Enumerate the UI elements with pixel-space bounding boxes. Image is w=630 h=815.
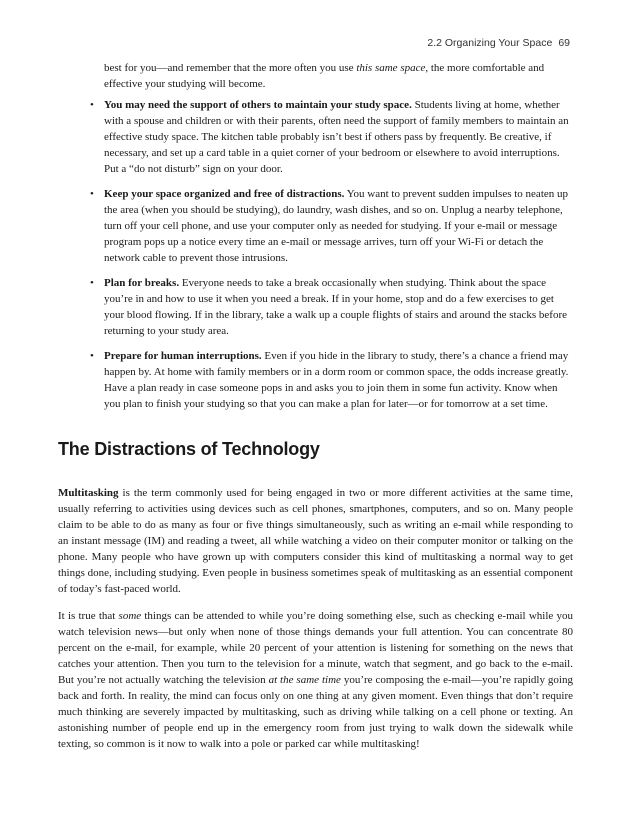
bullet-lead: Prepare for human interruptions. [104, 350, 262, 362]
bullet-item [88, 97, 574, 177]
continued-text-1: best for you—and remember that the more often you use [104, 62, 357, 74]
page-number: 69 [558, 37, 570, 49]
bullet-item [88, 348, 574, 412]
bullet-icon: • [90, 188, 94, 200]
emphasis-text: at the same time [268, 674, 341, 686]
paragraph-multitasking [58, 485, 573, 597]
bullet-text: Everyone needs to take a break occasionally when studying. Think about the space you’re in and how to use it when you need a break. If in your home, stop and do a few exercises to get your blood flowing. If in the library, take a walk up a couple flights of stairs and around the stacks before returning to your study area. [104, 277, 567, 337]
bullet-item [88, 186, 574, 266]
bullet-icon: • [90, 350, 94, 362]
paragraph-text: It is true that [58, 610, 119, 622]
paragraph-attention [58, 608, 573, 752]
bullet-lead: You may need the support of others to maintain your study space. [104, 99, 412, 111]
key-term: Multitasking [58, 487, 119, 499]
paragraph-text: things can be attended to while you’re doing something else, such as checking e-mail while you watch television news—but only when none of those things demands your full attention. You can concentrate 80 percent on the e-mail, for example, while 20 percent of your attention is listening for something on the news that catches your attention. Then you turn to the television for a minute, watch that segment, and go back to the e-mail. But you’re not actually watching the television [58, 610, 573, 686]
bullet-text: Even if you hide in the library to study, there’s a chance a friend may happen by. At home with family members or in a dorm room or common space, the odds increase greatly. Have a plan ready in case someone pops in and asks you to join them in some fun activity. Know when you plan to finish your studying so that you can make a plan for later—or for tomorrow at a set time. [104, 350, 569, 410]
continued-text-2: , the more comfortable and effective your studying will become. [104, 62, 545, 90]
bullet-text: Students living at home, whether with a spouse and children or with their parents, often need the support of family members to maintain an effective study space. The kitchen table probably isn’t best if others pass by frequently. Be creative, if necessary, and set up a card table in a quiet corner of your bedroom or elsewhere to avoid interruptions. Put a “do not disturb” sign on your door. [104, 99, 569, 175]
section-heading: The Distractions of Technology [58, 439, 320, 459]
running-header [427, 37, 570, 49]
bullet-text: You want to prevent sudden impulses to neaten up the area (when you should be studying), do laundry, wash dishes, and so on. Unplug a nearby telephone, turn off your cell phone, and use your computer only as needed for studying. If your e-mail or message program pops up a notice every time an e-mail or message arrives, turn off your Wi-Fi or detach the network cable to prevent those intrusions. [104, 188, 569, 264]
bullet-icon: • [90, 99, 94, 111]
bullet-lead: Plan for breaks. [104, 277, 180, 289]
tips-bullet-list [88, 97, 574, 421]
paragraph-text: is the term commonly used for being engaged in two or more different activities at the same time, usually referring to activities using devices such as cell phones, smartphones, computers, and so on. Many people claim to be able to do as many as four or five things simultaneously, such as writing an e-mail while responding to an instant message (IM) and reading a tweet, all while watching a video on their computer monitor or talking on the phone. Many people who have grown up with computers consider this kind of multitasking a normal way to get things done, including studying. Even people in business sometimes speak of multitasking as an essential component of today’s fast-paced world. [58, 487, 573, 595]
bullet-lead: Keep your space organized and free of distractions. [104, 188, 345, 200]
continued-emphasis: this same space [356, 62, 426, 74]
emphasis-text: some [118, 610, 142, 622]
continued-paragraph [104, 60, 572, 92]
bullet-icon: • [90, 277, 94, 289]
paragraph-text: you’re composing the e-mail—you’re rapidly going back and forth. In reality, the mind can focus only on one thing at any given moment. Even things that don’t require much thinking are severely impacted by multitasking, such as driving while talking on a cell phone or texting. An astonishing number of people end up in the emergency room from just trying to walk down the sidewalk while texting, so common is it now to walk into a pole or parked car while multitasking! [58, 674, 573, 750]
section-title: 2.2 Organizing Your Space [427, 37, 553, 49]
bullet-item [88, 275, 574, 339]
